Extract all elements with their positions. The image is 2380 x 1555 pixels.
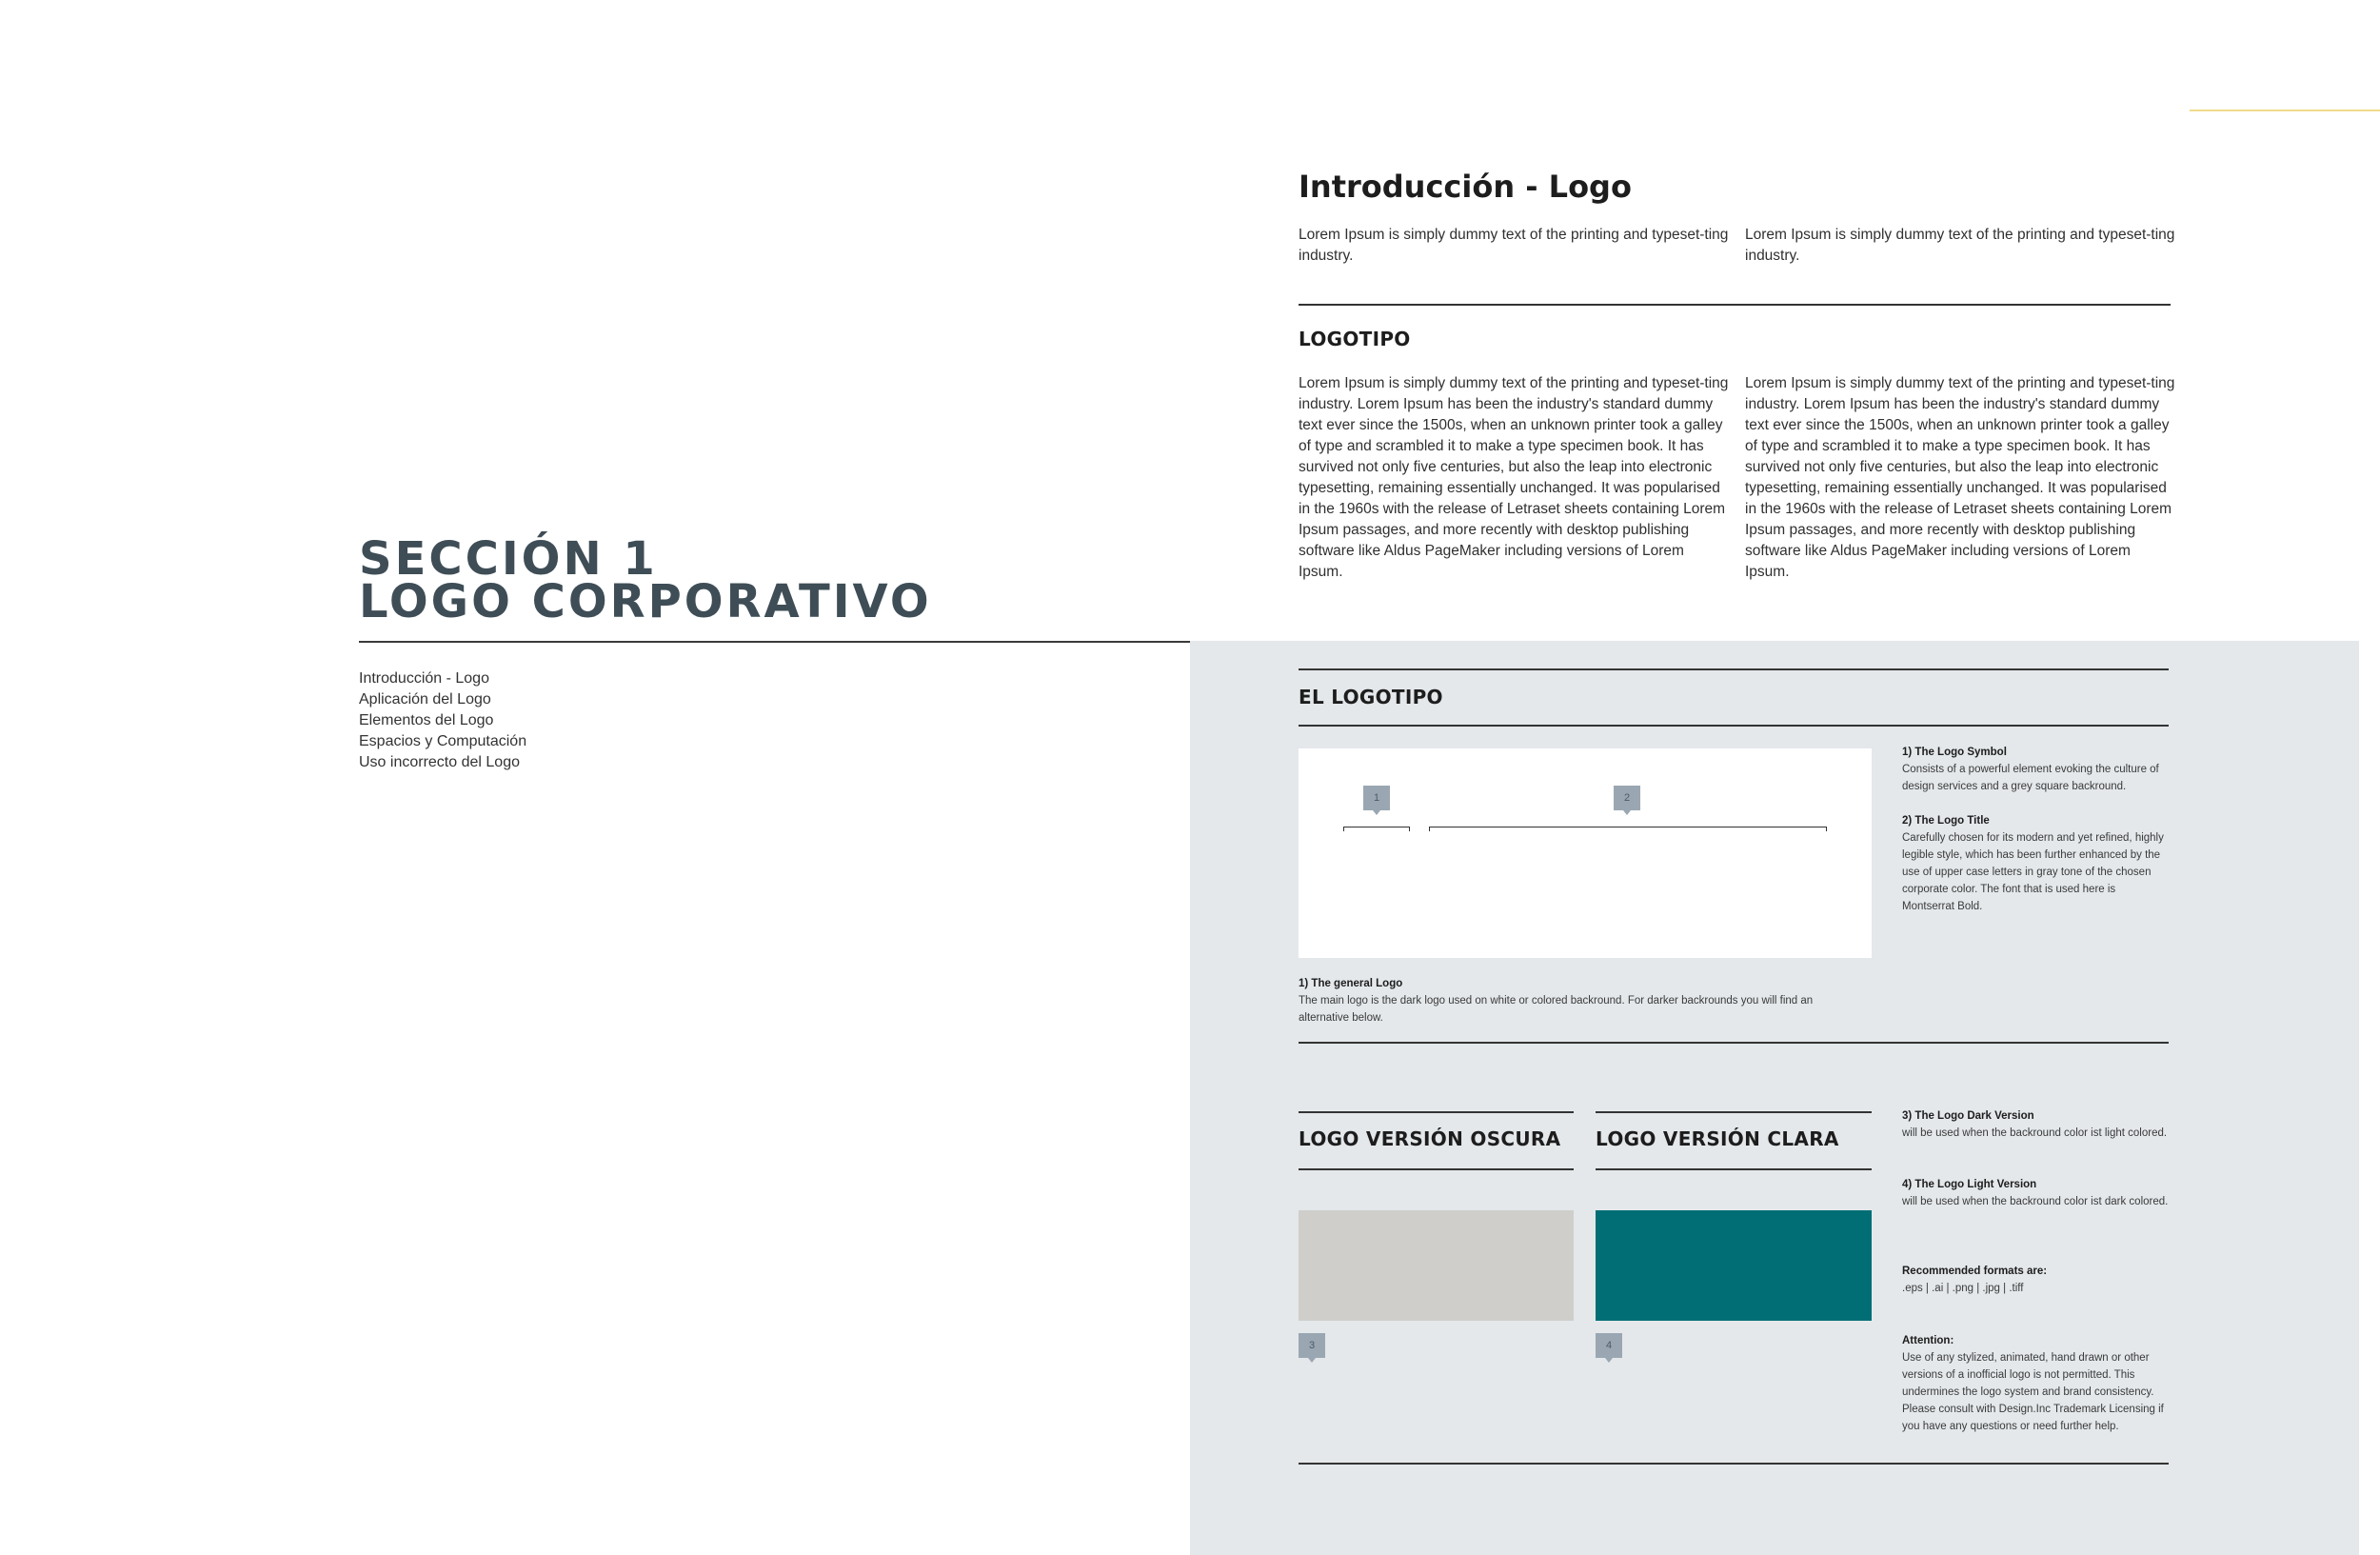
attention-note bbox=[1902, 1332, 2169, 1435]
symbol-bracket bbox=[1343, 827, 1410, 831]
section-number: SECCIÓN 1 bbox=[359, 532, 658, 586]
marker-2: 2 bbox=[1614, 786, 1640, 810]
dark-version-note bbox=[1902, 1107, 2169, 1142]
toc-item[interactable]: Aplicación del Logo bbox=[359, 691, 491, 708]
divider bbox=[1299, 1042, 2169, 1044]
formats-note bbox=[1902, 1263, 2169, 1297]
accent-line bbox=[2190, 110, 2380, 111]
intro-text-col1: Lorem Ipsum is simply dummy text of the printing and typeset-ting industry. bbox=[1299, 227, 1729, 264]
logo-preview bbox=[1299, 748, 1872, 958]
dark-version-note-text: will be used when the backround color ist light colored. bbox=[1902, 1127, 2168, 1139]
divider bbox=[1596, 1111, 1872, 1113]
dark-version-note-title: 3) The Logo Dark Version bbox=[1902, 1110, 2034, 1122]
intro-heading: Introducción - Logo bbox=[1299, 169, 1632, 205]
logotipo-text-col1: Lorem Ipsum is simply dummy text of the printing and typeset-ting industry. Lorem Ipsum has been the industry's standard dummy text ever since the 1500s, when an unknown printer took a galley of type and scrambled it to make a type specimen book. It has survived not only five centuries, but also the leap into electronic typesetting, remaining essentially unchanged. It was popularised in the 1960s with the release of Letraset sheets containing Lorem Ipsum passages, and more recently with desktop publishing software like Aldus PageMaker including versions of Lorem Ipsum. bbox=[1299, 375, 1729, 580]
logotipo-heading: LOGOTIPO bbox=[1299, 328, 1411, 350]
formats-text: .eps | .ai | .png | .jpg | .tiff bbox=[1902, 1283, 2024, 1294]
light-version-note-text: will be used when the backround color ist dark colored. bbox=[1902, 1196, 2169, 1207]
general-logo-text: The main logo is the dark logo used on white or colored backround. For darker backrounds you will find an alternative below. bbox=[1299, 995, 1814, 1024]
attention-text: Use of any stylized, animated, hand drawn or other versions of a inofficial logo is not permitted. This undermines the logo system and brand consistency. Please consult with Design.Inc Trademark Licensing if you have any questions or need further help. bbox=[1902, 1352, 2164, 1432]
divider bbox=[1299, 668, 2169, 670]
divider bbox=[1299, 1168, 1574, 1170]
light-version-heading: LOGO VERSIÓN CLARA bbox=[1596, 1127, 1839, 1150]
attention-title: Attention: bbox=[1902, 1335, 1954, 1346]
logo-title-note bbox=[1902, 812, 2169, 915]
section-title bbox=[359, 532, 932, 628]
light-version-preview bbox=[1596, 1210, 1872, 1321]
light-version-note-title: 4) The Logo Light Version bbox=[1902, 1179, 2037, 1190]
logo-symbol-text: Consists of a powerful element evoking the culture of design services and a grey square backround. bbox=[1902, 764, 2159, 792]
marker-1: 1 bbox=[1363, 786, 1390, 810]
intro-text-col2: Lorem Ipsum is simply dummy text of the printing and typeset-ting industry. bbox=[1745, 227, 2175, 264]
divider bbox=[1299, 1463, 2169, 1465]
divider bbox=[1299, 304, 2171, 306]
divider bbox=[1596, 1168, 1872, 1170]
el-logotipo-heading: EL LOGOTIPO bbox=[1299, 686, 1443, 708]
logo-symbol-note bbox=[1902, 744, 2169, 795]
toc-item[interactable]: Elementos del Logo bbox=[359, 712, 494, 728]
dark-version-heading: LOGO VERSIÓN OSCURA bbox=[1299, 1127, 1561, 1150]
toc-item[interactable]: Uso incorrecto del Logo bbox=[359, 754, 520, 770]
formats-title: Recommended formats are: bbox=[1902, 1266, 2048, 1277]
dark-version-preview bbox=[1299, 1210, 1574, 1321]
logo-title-title: 2) The Logo Title bbox=[1902, 815, 1990, 827]
section-name: LOGO CORPORATIVO bbox=[359, 575, 932, 628]
general-logo-title: 1) The general Logo bbox=[1299, 978, 1403, 989]
logo-symbol-title: 1) The Logo Symbol bbox=[1902, 747, 2007, 758]
section-divider bbox=[359, 641, 1190, 643]
logotipo-text-col2: Lorem Ipsum is simply dummy text of the printing and typeset-ting industry. Lorem Ipsum has been the industry's standard dummy text ever since the 1500s, when an unknown printer took a galley of type and scrambled it to make a type specimen book. It has survived not only five centuries, but also the leap into electronic typesetting, remaining essentially unchanged. It was popularised in the 1960s with the release of Letraset sheets containing Lorem Ipsum passages, and more recently with desktop publishing software like Aldus PageMaker including versions of Lorem Ipsum. bbox=[1745, 375, 2175, 580]
divider bbox=[1299, 725, 2169, 727]
divider bbox=[1299, 1111, 1574, 1113]
toc-item[interactable]: Espacios y Computación bbox=[359, 733, 527, 749]
table-of-contents bbox=[359, 668, 526, 773]
logo-title-text: Carefully chosen for its modern and yet refined, highly legible style, which has been further enhanced by the use of upper case letters in gray tone of the chosen corporate color. The font that is used here is Montserrat Bold. bbox=[1902, 832, 2164, 912]
light-version-note bbox=[1902, 1176, 2169, 1210]
general-logo-note bbox=[1299, 975, 1851, 1027]
marker-4: 4 bbox=[1596, 1333, 1622, 1358]
marker-3: 3 bbox=[1299, 1333, 1325, 1358]
toc-item[interactable]: Introducción - Logo bbox=[359, 670, 489, 687]
title-bracket bbox=[1429, 827, 1827, 831]
